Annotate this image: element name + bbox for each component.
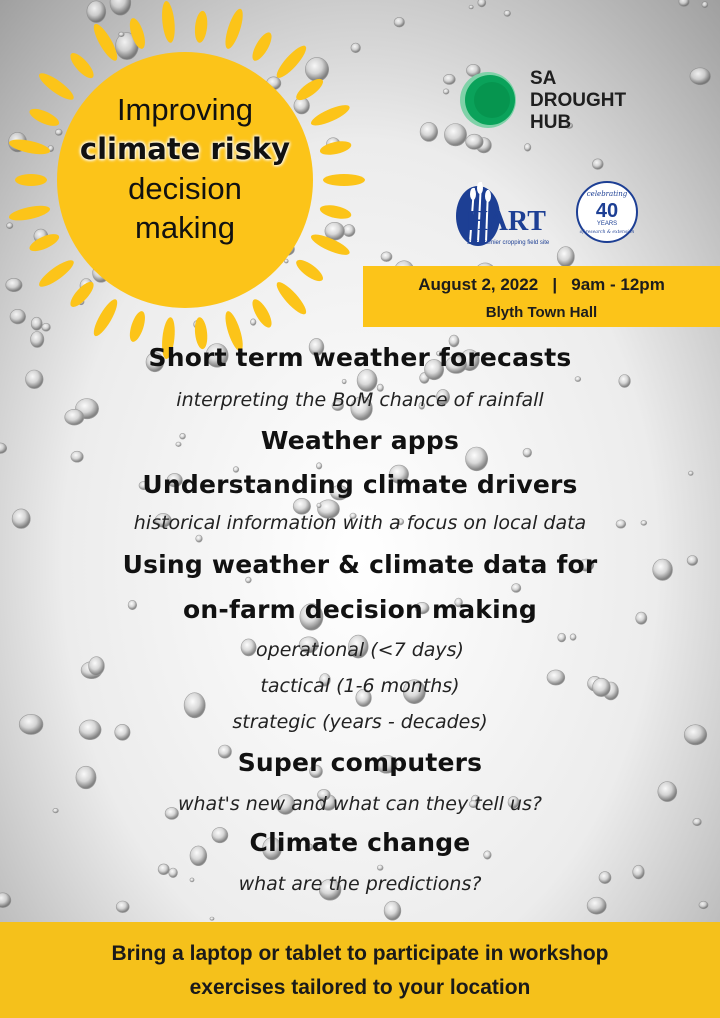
topic-4-sub-2: tactical (1-6 months) [260, 675, 460, 697]
topic-1-title: Short term weather forecasts [148, 343, 572, 372]
water-droplet [381, 252, 392, 262]
topic-5-title: Super computers [237, 748, 483, 777]
sun-ray [67, 278, 97, 310]
water-droplet [65, 409, 84, 425]
sun-ray [293, 256, 326, 285]
footer-line-1: Bring a laptop or tablet to participate in workshop [111, 942, 609, 965]
water-droplet [316, 463, 322, 469]
sun-ray [8, 137, 52, 157]
sun-ray [309, 101, 352, 129]
footer-line-2: exercises tailored to your location [189, 976, 531, 999]
water-droplet [478, 0, 486, 7]
water-droplet [116, 901, 129, 913]
sun-ray [160, 0, 176, 43]
sun-line-3: decision [128, 171, 242, 206]
badge-top: celebrating [586, 190, 628, 198]
topic-6-sub: what are the predictions? [238, 873, 482, 895]
water-droplet [466, 134, 484, 149]
sun-ray [309, 231, 352, 259]
water-droplet [679, 0, 689, 7]
sun-ray [127, 309, 148, 343]
water-droplet [469, 5, 473, 9]
water-droplet [699, 901, 708, 909]
topic-4-sub-3: strategic (years - decades) [232, 711, 488, 733]
water-droplet [504, 10, 511, 16]
water-droplet [210, 917, 214, 920]
sun-ray [319, 203, 353, 221]
sun-ray [67, 50, 97, 82]
sa-drought-hub-logo-text: SA DROUGHT HUB [530, 68, 627, 133]
sun-line-4: making [135, 210, 235, 245]
sun-ray [319, 139, 353, 157]
sun-ray [249, 30, 275, 64]
sun-heading [60, 90, 310, 247]
sun-ray [90, 21, 121, 63]
sun-ray [90, 297, 121, 339]
sun-ray [273, 279, 310, 318]
sun-ray [273, 42, 310, 81]
topic-4-title: Using weather & climate data for [122, 550, 598, 579]
sun-ray [8, 203, 52, 223]
sun-ray [249, 297, 275, 331]
water-droplet [317, 503, 321, 508]
water-droplet [196, 535, 203, 542]
water-droplet [702, 2, 708, 8]
topic-3-sub: historical information with a focus on local data [133, 512, 587, 534]
topic-1-sub: interpreting the BoM chance of rainfall [176, 389, 544, 411]
topic-4-sub-1: operational (<7 days) [256, 639, 464, 661]
topic-6-title: Climate change [249, 828, 471, 857]
sun-ray [127, 16, 148, 50]
water-droplet [592, 159, 603, 170]
sun-ray [27, 105, 61, 129]
event-venue: Blyth Town Hall [485, 304, 598, 321]
sun-line-1: Improving [116, 92, 254, 127]
water-droplet [693, 818, 702, 825]
sun-ray [323, 174, 365, 186]
water-droplet [443, 74, 455, 84]
water-droplet [342, 379, 346, 384]
sun-ray [193, 10, 208, 43]
water-droplet [587, 897, 606, 914]
water-droplet [26, 370, 44, 389]
badge-unit: YEARS [596, 221, 618, 227]
hart-name: HART [466, 206, 546, 237]
badge-bottom: of research & extension [579, 230, 635, 235]
topic-4-title-2: on-farm decision making [183, 595, 537, 624]
water-droplet [512, 584, 521, 593]
sun-line-2: climate risky [79, 132, 291, 166]
event-date-time: August 2, 2022 | 9am - 12pm [418, 275, 665, 294]
water-droplet [524, 144, 531, 152]
sun-ray [27, 231, 61, 255]
event-date-banner [363, 266, 720, 327]
water-droplet [690, 68, 711, 85]
water-droplet [377, 865, 383, 870]
water-droplet [420, 122, 438, 141]
footer-banner [0, 922, 720, 1018]
topic-2-title: Weather apps [260, 426, 460, 455]
badge-number: 40 [595, 200, 619, 222]
topic-3-title: Understanding climate drivers [142, 470, 578, 499]
water-droplet [394, 17, 404, 27]
water-droplet [619, 375, 631, 388]
hart-logo [450, 168, 560, 250]
water-droplet [575, 377, 581, 382]
sa-drought-hub-logo-icon [456, 70, 526, 130]
water-droplet [443, 89, 449, 94]
sun-ray [222, 7, 246, 51]
sun-ray [15, 174, 47, 186]
forty-years-badge [575, 180, 639, 244]
sun-ray [36, 256, 77, 290]
water-droplet [384, 901, 401, 920]
hart-tagline: SA's premier cropping field site [466, 240, 550, 246]
topic-5-sub: what's new and what can they tell us? [177, 793, 543, 815]
